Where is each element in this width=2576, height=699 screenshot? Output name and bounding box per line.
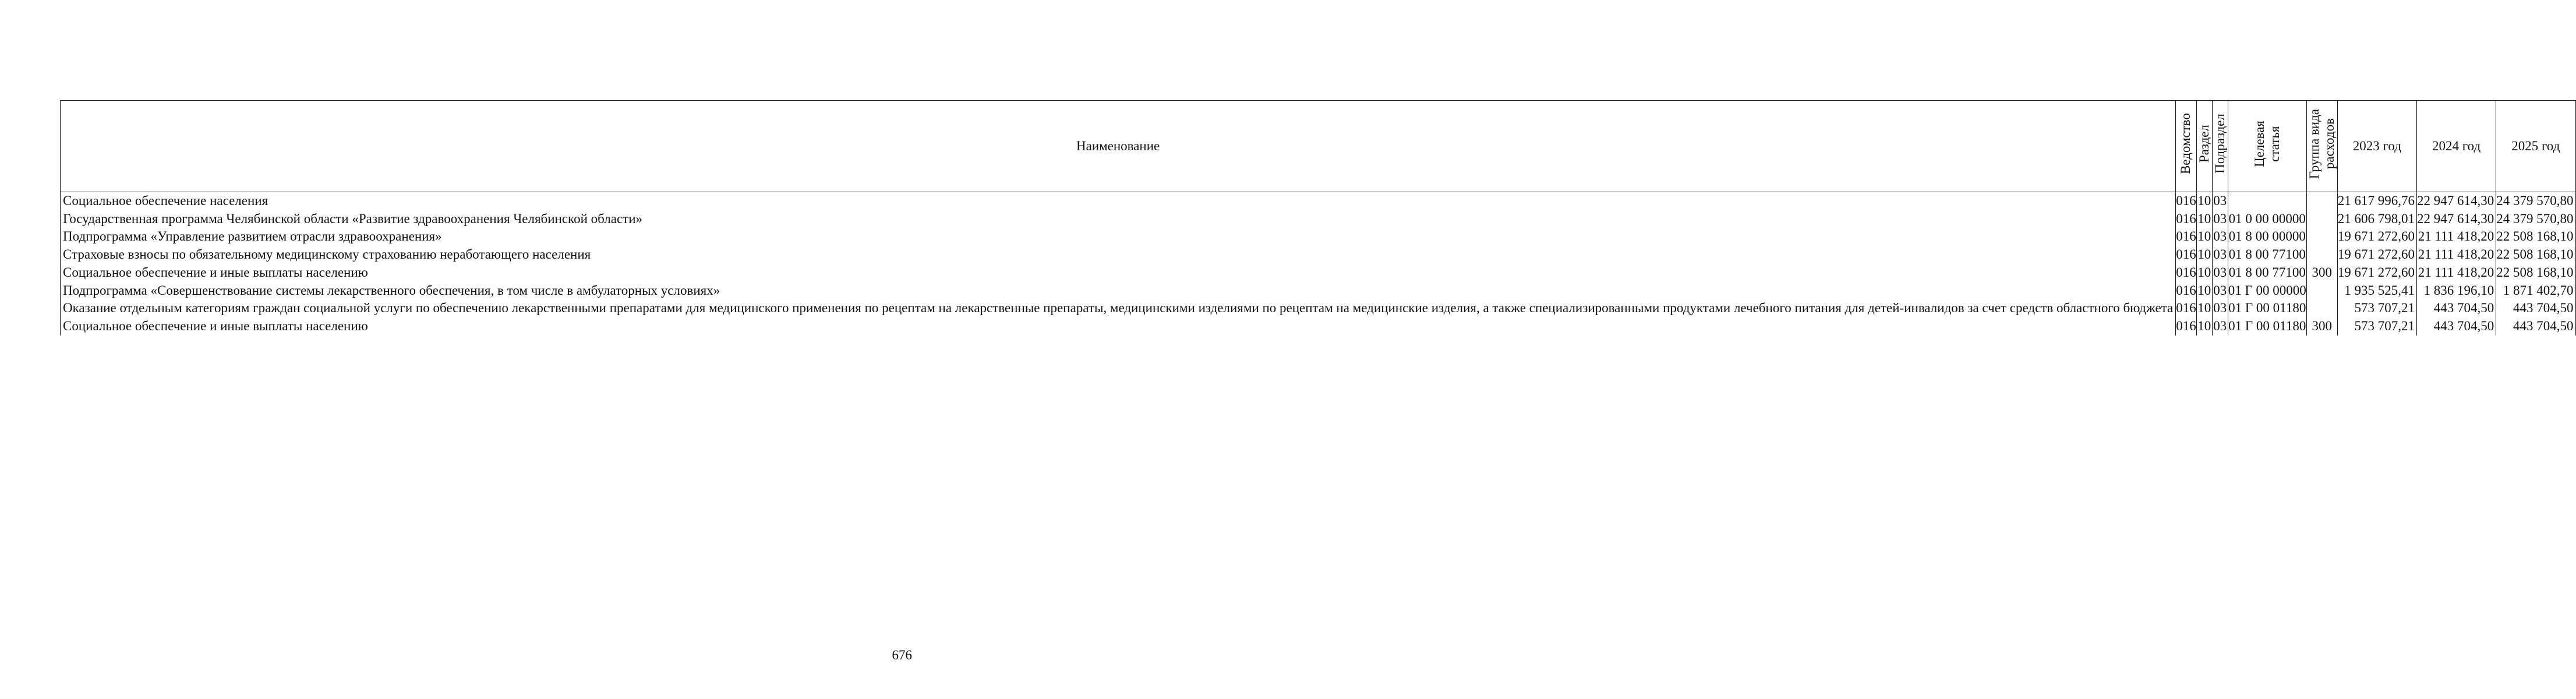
row-subsection: 03 (2212, 246, 2228, 264)
header-row (61, 101, 2576, 192)
table-row (61, 210, 2576, 228)
row-group (2306, 210, 2337, 228)
header-target: Целевая статья (2228, 101, 2306, 192)
page-number: 676 (892, 648, 912, 662)
row-2025: 443 704,50 (2496, 317, 2575, 336)
row-2024: 22 947 614,30 (2417, 192, 2496, 210)
row-2023: 21 617 996,76 (2337, 192, 2416, 210)
row-group: 300 (2306, 317, 2337, 336)
row-target: 01 8 00 00000 (2228, 228, 2306, 246)
row-dept: 016 (2176, 246, 2197, 264)
row-2025: 22 508 168,10 (2496, 228, 2575, 246)
row-name: Социальное обеспечение населения (61, 192, 2176, 210)
row-name: Социальное обеспечение и иные выплаты населению (61, 317, 2176, 336)
row-target (2228, 192, 2306, 210)
row-subsection: 03 (2212, 264, 2228, 282)
table-row (61, 264, 2576, 282)
row-2023: 573 707,21 (2337, 299, 2416, 317)
table-row (61, 192, 2576, 210)
row-name: Государственная программа Челябинской области «Развитие здравоохранения Челябинской области» (61, 210, 2176, 228)
header-group: Группа вида расходов (2306, 101, 2337, 192)
row-group: 300 (2306, 264, 2337, 282)
row-target: 01 8 00 77100 (2228, 246, 2306, 264)
row-subsection: 03 (2212, 317, 2228, 336)
row-name: Социальное обеспечение и иные выплаты населению (61, 264, 2176, 282)
row-2024: 21 111 418,20 (2417, 246, 2496, 264)
row-group (2306, 282, 2337, 300)
row-2023: 19 671 272,60 (2337, 246, 2416, 264)
row-name: Оказание отдельным категориям граждан социальной услуги по обеспечению лекарственными препаратами для медицинского применения по рецептам на лекарственные препараты, медицинскими изделиями по рецептам на медицинские изделия, а также специализированными продуктами лечебного питания для детей-инвалидов за счет средств областного бюджета (61, 299, 2176, 317)
row-target: 01 8 00 77100 (2228, 264, 2306, 282)
row-section: 10 (2196, 264, 2212, 282)
header-subsection: Подраздел (2212, 101, 2228, 192)
row-group (2306, 192, 2337, 210)
row-dept: 016 (2176, 317, 2197, 336)
header-2025: 2025 год (2496, 101, 2575, 192)
header-dept: Ведомство (2176, 101, 2197, 192)
row-section: 10 (2196, 228, 2212, 246)
table-row (61, 317, 2576, 336)
table-row (61, 299, 2576, 317)
row-2024: 1 836 196,10 (2417, 282, 2496, 300)
header-2024: 2024 год (2417, 101, 2496, 192)
row-target: 01 Г 00 01180 (2228, 299, 2306, 317)
row-name: Подпрограмма «Совершенствование системы лекарственного обеспечения, в том числе в амбулаторных условиях» (61, 282, 2176, 300)
row-dept: 016 (2176, 192, 2197, 210)
row-2025: 24 379 570,80 (2496, 210, 2575, 228)
row-subsection: 03 (2212, 282, 2228, 300)
table-row (61, 228, 2576, 246)
row-2024: 443 704,50 (2417, 317, 2496, 336)
row-2023: 19 671 272,60 (2337, 228, 2416, 246)
row-2024: 21 111 418,20 (2417, 228, 2496, 246)
header-2023: 2023 год (2337, 101, 2416, 192)
row-2025: 443 704,50 (2496, 299, 2575, 317)
row-dept: 016 (2176, 228, 2197, 246)
row-2025: 22 508 168,10 (2496, 246, 2575, 264)
row-subsection: 03 (2212, 192, 2228, 210)
row-2025: 22 508 168,10 (2496, 264, 2575, 282)
row-section: 10 (2196, 282, 2212, 300)
row-2023: 21 606 798,01 (2337, 210, 2416, 228)
row-2023: 573 707,21 (2337, 317, 2416, 336)
row-subsection: 03 (2212, 228, 2228, 246)
row-section: 10 (2196, 210, 2212, 228)
row-2024: 22 947 614,30 (2417, 210, 2496, 228)
row-2023: 19 671 272,60 (2337, 264, 2416, 282)
row-dept: 016 (2176, 282, 2197, 300)
row-2023: 1 935 525,41 (2337, 282, 2416, 300)
row-target: 01 Г 00 01180 (2228, 317, 2306, 336)
row-group (2306, 246, 2337, 264)
row-section: 10 (2196, 299, 2212, 317)
row-section: 10 (2196, 317, 2212, 336)
row-group (2306, 228, 2337, 246)
row-group (2306, 299, 2337, 317)
table-row (61, 282, 2576, 300)
table-row (61, 246, 2576, 264)
row-dept: 016 (2176, 264, 2197, 282)
budget-table (60, 100, 2576, 336)
row-dept: 016 (2176, 299, 2197, 317)
row-name: Подпрограмма «Управление развитием отрасли здравоохранения» (61, 228, 2176, 246)
row-subsection: 03 (2212, 299, 2228, 317)
row-section: 10 (2196, 246, 2212, 264)
row-2024: 21 111 418,20 (2417, 264, 2496, 282)
row-subsection: 03 (2212, 210, 2228, 228)
row-target: 01 0 00 00000 (2228, 210, 2306, 228)
row-target: 01 Г 00 00000 (2228, 282, 2306, 300)
row-2024: 443 704,50 (2417, 299, 2496, 317)
row-dept: 016 (2176, 210, 2197, 228)
row-2025: 24 379 570,80 (2496, 192, 2575, 210)
row-section: 10 (2196, 192, 2212, 210)
header-section: Раздел (2196, 101, 2212, 192)
row-2025: 1 871 402,70 (2496, 282, 2575, 300)
row-name: Страховые взносы по обязательному медицинскому страхованию неработающего населения (61, 246, 2176, 264)
header-name: Наименование (61, 101, 2176, 192)
